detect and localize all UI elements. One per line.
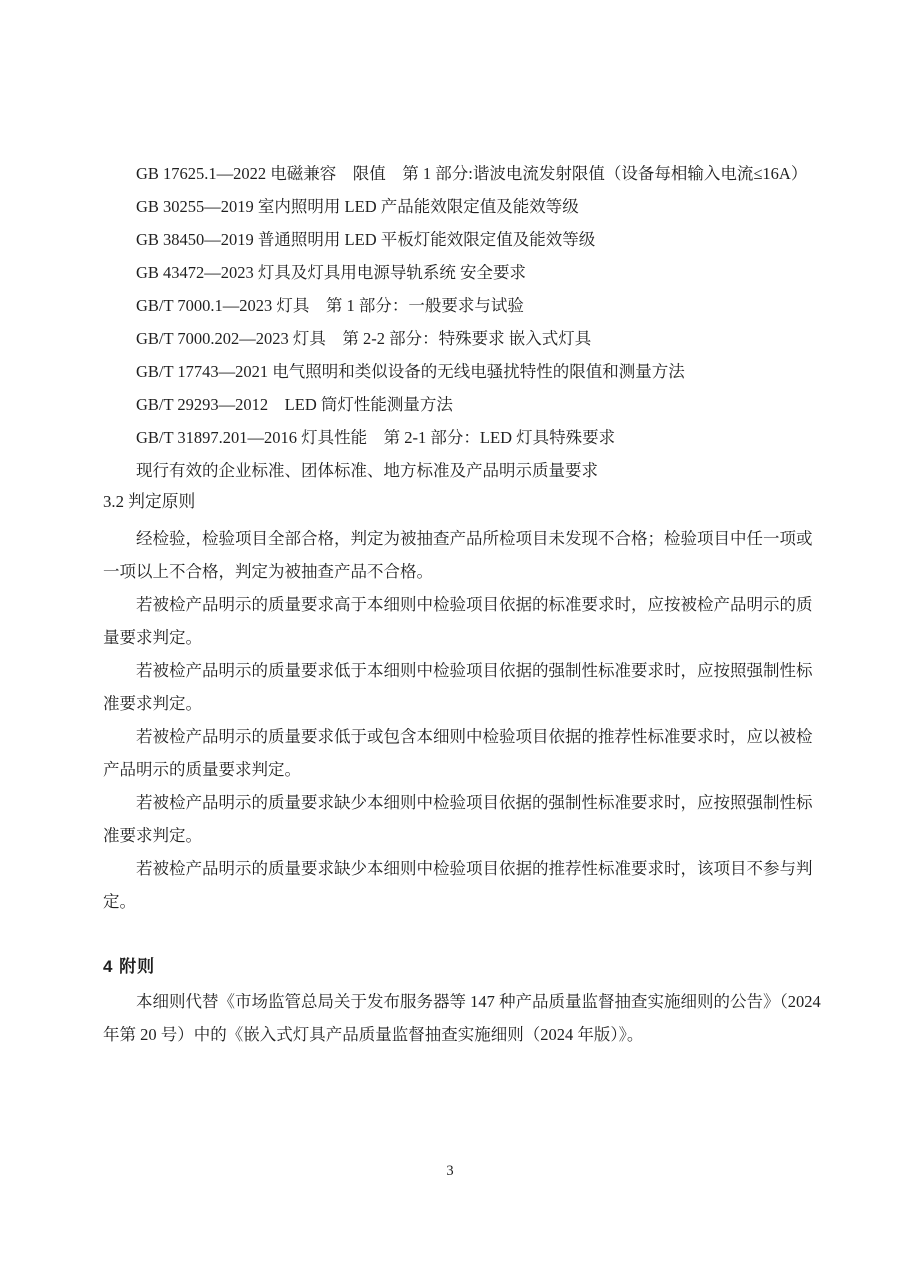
judgment-line: 量要求判定。 <box>103 628 202 647</box>
judgment-line: 一项以上不合格，判定为被抽查产品不合格。 <box>103 562 433 581</box>
judgment-line: 产品明示的质量要求判定。 <box>103 760 301 779</box>
judgment-line: 若被检产品明示的质量要求缺少本细则中检验项目依据的推荐性标准要求时，该项目不参与判 <box>136 859 813 878</box>
standard-line: GB/T 31897.201—2016 灯具性能 第 2-1 部分：LED 灯具特殊要求 <box>136 428 616 447</box>
section-heading-3-2: 3.2 判定原则 <box>103 492 196 511</box>
standard-line: GB 30255—2019 室内照明用 LED 产品能效限定值及能效等级 <box>136 197 579 216</box>
judgment-line: 若被检产品明示的质量要求高于本细则中检验项目依据的标准要求时，应按被检产品明示的质 <box>136 595 813 614</box>
standard-line: GB/T 17743—2021 电气照明和类似设备的无线电骚扰特性的限值和测量方法 <box>136 362 685 381</box>
section-heading-4: 4 附则 <box>103 957 156 976</box>
standard-line: GB 43472—2023 灯具及灯具用电源导轨系统 安全要求 <box>136 263 527 282</box>
standard-line: GB 17625.1—2022 电磁兼容 限值 第 1 部分:谐波电流发射限值（设备每相输入电流≤16A） <box>136 164 808 183</box>
standard-line: GB/T 7000.202—2023 灯具 第 2-2 部分：特殊要求 嵌入式灯具 <box>136 329 592 348</box>
page-number: 3 <box>446 1163 454 1179</box>
judgment-line: 若被检产品明示的质量要求缺少本细则中检验项目依据的强制性标准要求时，应按照强制性标 <box>136 793 813 812</box>
provision-line: 年第 20 号）中的《嵌入式灯具产品质量监督抽查实施细则（2024 年版）》。 <box>103 1025 644 1044</box>
standard-line: GB/T 29293—2012 LED 筒灯性能测量方法 <box>136 395 453 414</box>
judgment-line: 准要求判定。 <box>103 826 202 845</box>
standard-line: GB/T 7000.1—2023 灯具 第 1 部分：一般要求与试验 <box>136 296 524 315</box>
judgment-principles <box>103 522 813 918</box>
judgment-line: 准要求判定。 <box>103 694 202 713</box>
judgment-line: 若被检产品明示的质量要求低于或包含本细则中检验项目依据的推荐性标准要求时，应以被检 <box>136 727 813 746</box>
supplementary-provisions <box>103 985 821 1051</box>
standard-line: GB 38450—2019 普通照明用 LED 平板灯能效限定值及能效等级 <box>136 230 596 249</box>
judgment-line: 定。 <box>103 892 136 911</box>
provision-line: 本细则代替《市场监管总局关于发布服务器等 147 种产品质量监督抽查实施细则的公告》（2024 <box>136 992 821 1011</box>
judgment-line: 经检验，检验项目全部合格，判定为被抽查产品所检项目未发现不合格；检验项目中任一项或 <box>136 529 813 548</box>
judgment-line: 若被检产品明示的质量要求低于本细则中检验项目依据的强制性标准要求时，应按照强制性标 <box>136 661 813 680</box>
standard-line: 现行有效的企业标准、团体标准、地方标准及产品明示质量要求 <box>136 461 598 480</box>
standards-list <box>103 157 808 487</box>
